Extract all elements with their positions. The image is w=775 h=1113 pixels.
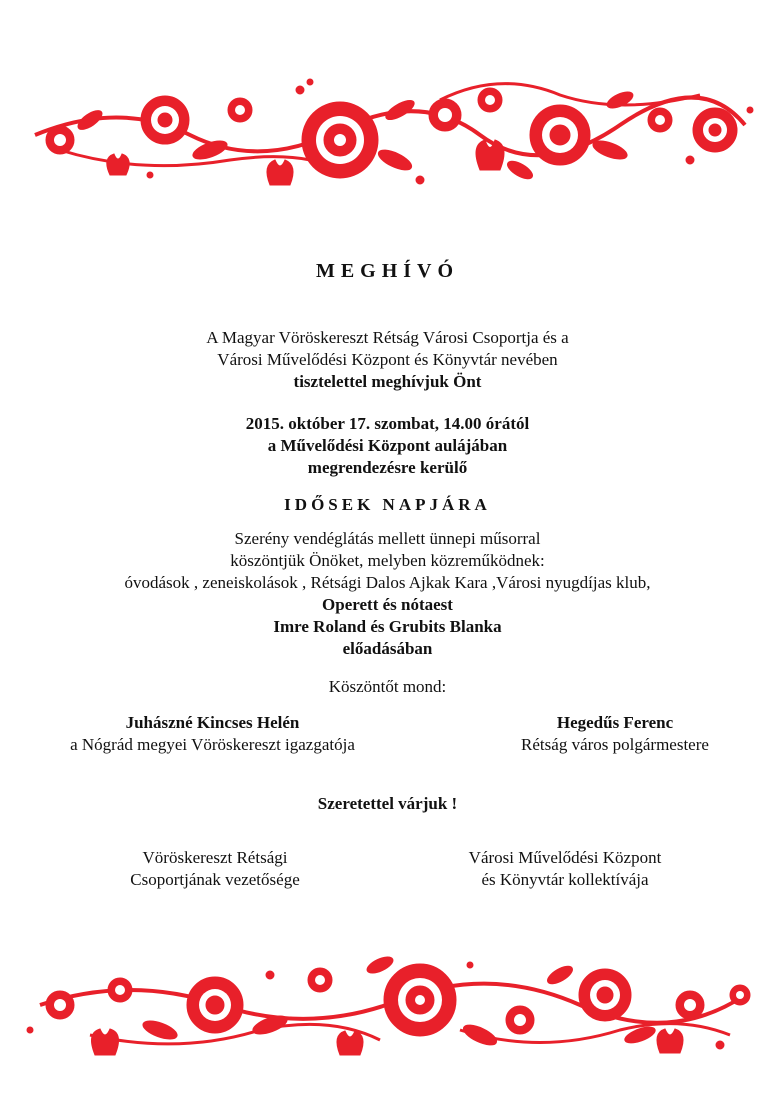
greeting-label: Köszöntőt mond: bbox=[328, 677, 447, 696]
intro-line-1: A Magyar Vöröskereszt Rétság Városi Csoportja és a bbox=[206, 328, 569, 347]
signature-line-1: Városi Művelődési Központ bbox=[468, 848, 662, 867]
folk-floral-ornament-icon bbox=[0, 40, 775, 190]
performance-line-1: Operett és nótaest bbox=[322, 595, 453, 614]
program-line-1: Szerény vendéglátás mellett ünnepi műsorral bbox=[234, 529, 541, 548]
invite-line: tisztelettel meghívjuk Önt bbox=[293, 372, 482, 391]
folk-floral-ornament-icon bbox=[0, 935, 775, 1065]
speaker-role: Rétság város polgármestere bbox=[521, 735, 709, 754]
program-line-3: óvodások , zeneiskolások , Rétsági Dalos Ajkak Kara ,Városi nyugdíjas klub, bbox=[124, 573, 651, 592]
signature-right bbox=[430, 847, 700, 891]
event-location: a Művelődési Központ aulájában bbox=[267, 436, 508, 455]
event-note: megrendezésre kerülő bbox=[307, 458, 468, 477]
signature-left bbox=[100, 847, 330, 891]
closing-line: Szeretettel várjuk ! bbox=[317, 794, 458, 813]
signature-line-2: Csoportjának vezetősége bbox=[130, 870, 300, 889]
speaker-right bbox=[500, 712, 730, 756]
invitation-title: MEGHÍVÓ bbox=[315, 260, 460, 282]
speaker-role: a Nógrád megyei Vöröskereszt igazgatója bbox=[70, 735, 355, 754]
event-title: IDŐSEK NAPJÁRA bbox=[284, 495, 491, 514]
speaker-left bbox=[60, 712, 365, 756]
speaker-name: Juhászné Kincses Helén bbox=[125, 713, 300, 732]
speaker-name: Hegedűs Ferenc bbox=[556, 713, 674, 732]
event-date: 2015. október 17. szombat, 14.00 órától bbox=[245, 414, 530, 433]
signature-line-1: Vöröskereszt Rétsági bbox=[142, 848, 288, 867]
intro-line-2: Városi Művelődési Központ és Könyvtár nevében bbox=[217, 350, 558, 369]
performance-line-3: előadásában bbox=[342, 639, 433, 658]
program-line-2: köszöntjük Önöket, melyben közreműködnek: bbox=[230, 551, 545, 570]
signature-line-2: és Könyvtár kollektívája bbox=[481, 870, 649, 889]
performance-line-2: Imre Roland és Grubits Blanka bbox=[273, 617, 502, 636]
